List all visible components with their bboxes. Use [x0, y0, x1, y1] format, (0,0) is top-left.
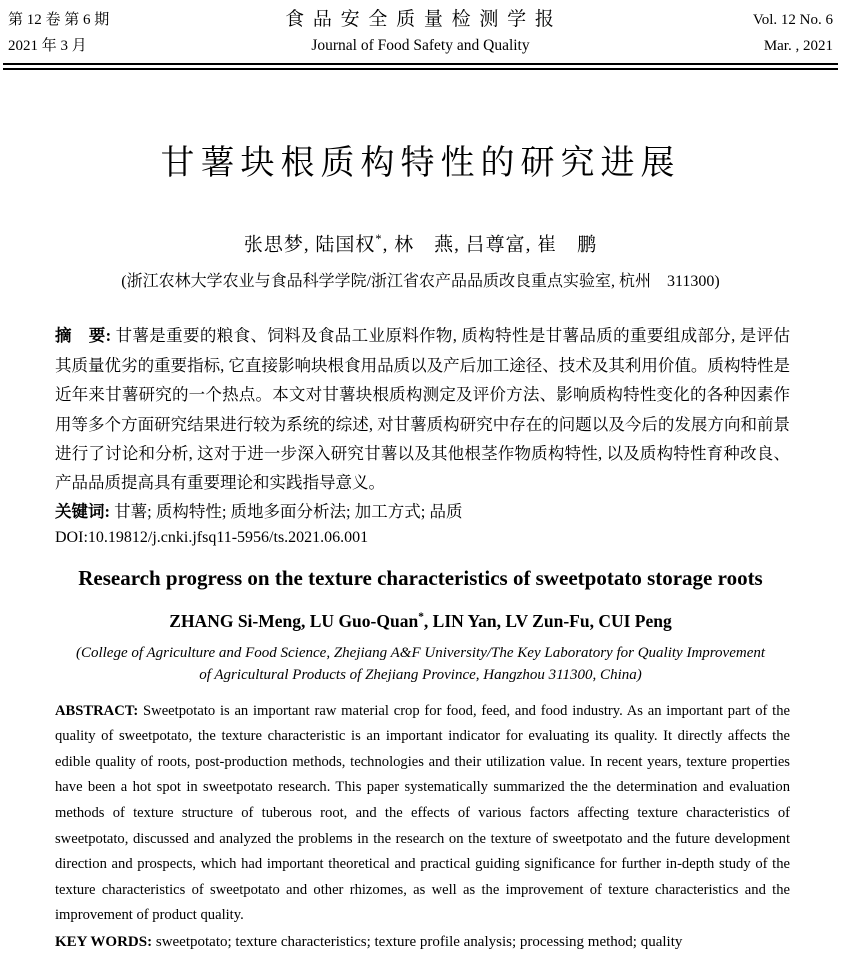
affiliation-zh: (浙江农林大学农业与食品科学学院/浙江省农产品品质改良重点实验室, 杭州 311300): [121, 273, 720, 291]
authors-zh-after: , 林 燕, 吕尊富, 崔 鹏: [382, 234, 598, 256]
journal-header: [0, 0, 841, 59]
authors-zh: [0, 226, 841, 258]
date-en: Mar. , 2021: [763, 38, 833, 54]
doi-line: DOI:10.19812/j.cnki.jfsq11-5956/ts.2021.06.001: [55, 528, 369, 546]
corresponding-author-asterisk-zh: *: [375, 232, 383, 246]
keywords-en: [55, 929, 790, 955]
authors-zh-before: 张思梦, 陆国权: [243, 234, 376, 256]
volume-issue-zh: 第 12 卷 第 6 期: [8, 12, 110, 28]
article-title-en: Research progress on the texture characteristics of sweetpotato storage roots: [78, 565, 763, 590]
affiliation-en: (College of Agriculture and Food Science, Zhejiang A&F University/The Key Laboratory for Quality Improvement of Agricultural Products of Zhejiang Province, Hangzhou 311300, China): [75, 644, 766, 683]
article-title-zh: 甘薯块根质构特性的研究进展: [160, 145, 681, 182]
abstract-zh: [55, 321, 790, 497]
journal-title-block: [285, 7, 556, 59]
abstract-zh-label: 摘 要:: [55, 326, 112, 346]
abstract-zh-text: 甘薯是重要的粮食、饲料及食品工业原料作物, 质构特性是甘薯品质的重要组成部分, 是评估其质量优劣的重要指标, 它直接影响块根食用品质以及产后加工途径、技术及其利用价值。质构特性是近年来甘薯研究的一个热点。本文对甘薯块根质构测定及评价方法、影响质构特性变化的各种因素作用等多个方面研究结果进行较为系统的综述, 对甘薯质构研究中存在的问题以及今后的发展方向和前景进行了讨论和分析, 这对于进一步深入研究甘薯以及其他根茎作物质构特性, 以及质构特性育种改良、产品品质提高具有重要理论和实践指导意义。: [55, 326, 790, 493]
abstract-en-label: ABSTRACT:: [55, 702, 139, 719]
keywords-en-label: KEY WORDS:: [55, 933, 153, 950]
authors-en-after: , LIN Yan, LV Zun-Fu, CUI Peng: [423, 610, 672, 631]
header-divider: [3, 63, 838, 70]
journal-title-zh: 食 品 安 全 质 量 检 测 学 报: [285, 9, 556, 30]
corresponding-author-asterisk-en: *: [418, 610, 424, 623]
keywords-en-text: sweetpotato; texture characteristics; texture profile analysis; processing method; quality: [152, 933, 683, 950]
keywords-zh-text: 甘薯; 质构特性; 质地多面分析法; 加工方式; 品质: [110, 501, 463, 521]
authors-en-before: ZHANG Si-Meng, LU Guo-Quan: [169, 610, 419, 631]
header-volume-info: [633, 7, 833, 59]
header-issue-info: [8, 7, 208, 59]
date-zh: 2021 年 3 月: [8, 38, 87, 54]
authors-en: [0, 604, 841, 635]
volume-issue-en: Vol. 12 No. 6: [752, 12, 833, 28]
keywords-zh-label: 关键词:: [55, 501, 110, 521]
abstract-en-text: Sweetpotato is an important raw material crop for food, feed, and food industry. As an important part of the quality of sweetpotato, the texture characteristic is an important indicator for evaluating its quality. It directly affects the edible quality of roots, post-production methods, technologies and their utilization value. In recent years, texture properties have been a hot spot in sweetpotato research. This paper systematically summarized the the determination and evaluation methods of texture structure of tuberous root, and the effects of various factors affecting texture characteristics of sweetpotato, discussed and analyzed the problems in the research on the texture of sweetpotato and the future development direction and prospects, which had important theoretical and practical guiding significance for further in-depth study of the texture characteristics of sweetpotato and other rhizomes, as well as the improvement of texture characteristics and the improvement of product quality.: [55, 702, 790, 924]
keywords-zh: [55, 498, 790, 525]
abstract-en: [55, 699, 790, 929]
journal-title-en: Journal of Food Safety and Quality: [311, 37, 530, 54]
